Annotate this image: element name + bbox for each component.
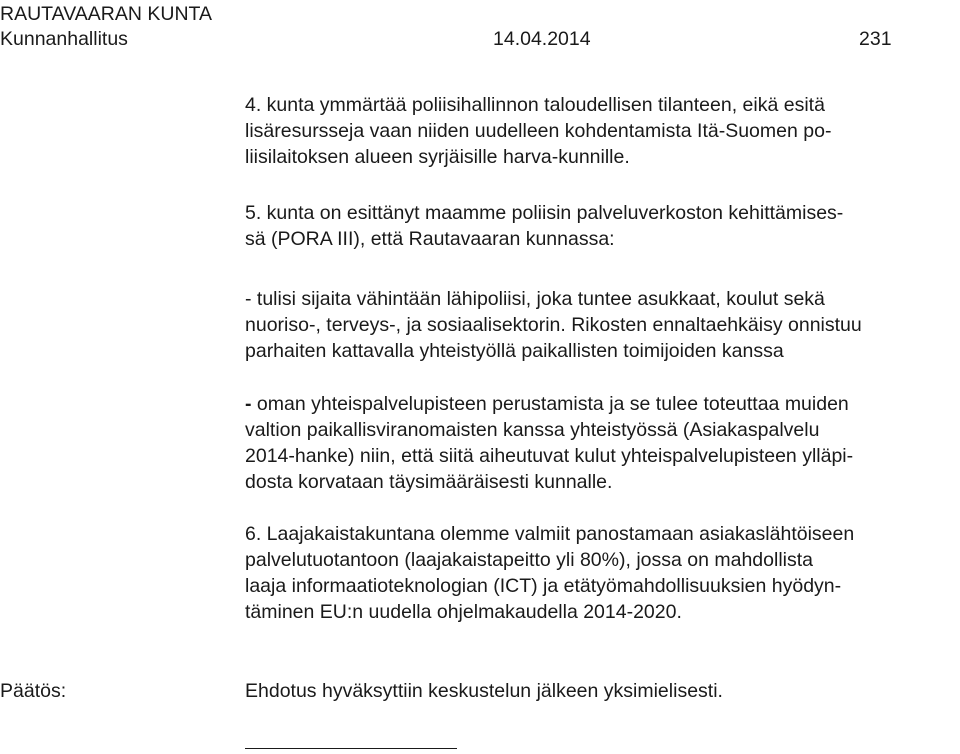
decision-text: Ehdotus hyväksyttiin keskustelun jälkeen yksimielisesti.: [245, 680, 723, 702]
body-name: Kunnanhallitus: [0, 28, 128, 50]
item-6-line: laaja informaatioteknologian (ICT) ja etätyömahdollisuuksien hyödyn-: [245, 575, 842, 597]
page-header: [0, 2, 900, 50]
bullet-dash: -: [245, 393, 252, 415]
meeting-date: 14.04.2014: [493, 28, 591, 50]
item-4-line: lisäresursseja vaan niiden uudelleen kohdentamista Itä-Suomen po-: [245, 120, 832, 142]
org-name: RAUTAVAARAN KUNTA: [0, 3, 212, 25]
item-6-line: palvelutuotantoon (laajakaistapeitto yli 80%), jossa on mahdollista: [245, 549, 814, 571]
item-6-line: 6. Laajakaistakuntana olemme valmiit panostamaan asiakaslähtöiseen: [245, 523, 855, 545]
bullet-1-line: nuoriso-, terveys-, ja sosiaalisektorin. Rikosten ennaltaehkäisy onnistuu: [245, 314, 862, 336]
page-number: 231: [859, 28, 892, 50]
signature-line: [245, 748, 457, 749]
item-4-line: 4. kunta ymmärtää poliisihallinnon taloudellisen tilanteen, eikä esitä: [245, 94, 825, 116]
item-6: [245, 521, 960, 625]
bullet-2-first-text: oman yhteispalvelupisteen perustamista ja se tulee toteuttaa muiden: [251, 393, 849, 415]
item-5-bullet-1: [245, 286, 960, 364]
item-4-line: liisilaitoksen alueen syrjäisille harva-kunnille.: [245, 146, 630, 168]
bullet-2-line: dosta korvataan täysimääräisesti kunnalle.: [245, 471, 613, 493]
item-4: [245, 92, 960, 170]
item-5-line: 5. kunta on esittänyt maamme poliisin palveluverkoston kehittämises-: [245, 202, 844, 224]
decision-label: Päätös:: [0, 680, 67, 702]
item-6-line: täminen EU:n uudella ohjelmakaudella 2014-2020.: [245, 601, 682, 623]
bullet-1-line: - tulisi sijaita vähintään lähipoliisi, joka tuntee asukkaat, koulut sekä: [245, 288, 825, 310]
bullet-2-line: 2014-hanke) niin, että siitä aiheutuvat kulut yhteispalvelupisteen ylläpi-: [245, 445, 854, 467]
bullet-1-line: parhaiten kattavalla yhteistyöllä paikallisten toimijoiden kanssa: [245, 340, 784, 362]
item-5-intro: [245, 200, 960, 252]
bullet-2-line: [245, 391, 960, 417]
header-meta: [0, 26, 900, 50]
item-5-line: sä (PORA III), että Rautavaaran kunnassa:: [245, 228, 615, 250]
bullet-2-line: valtion paikallisviranomaisten kanssa yhteistyössä (Asiakaspalvelu: [245, 419, 820, 441]
item-5-bullet-2: [245, 391, 960, 495]
